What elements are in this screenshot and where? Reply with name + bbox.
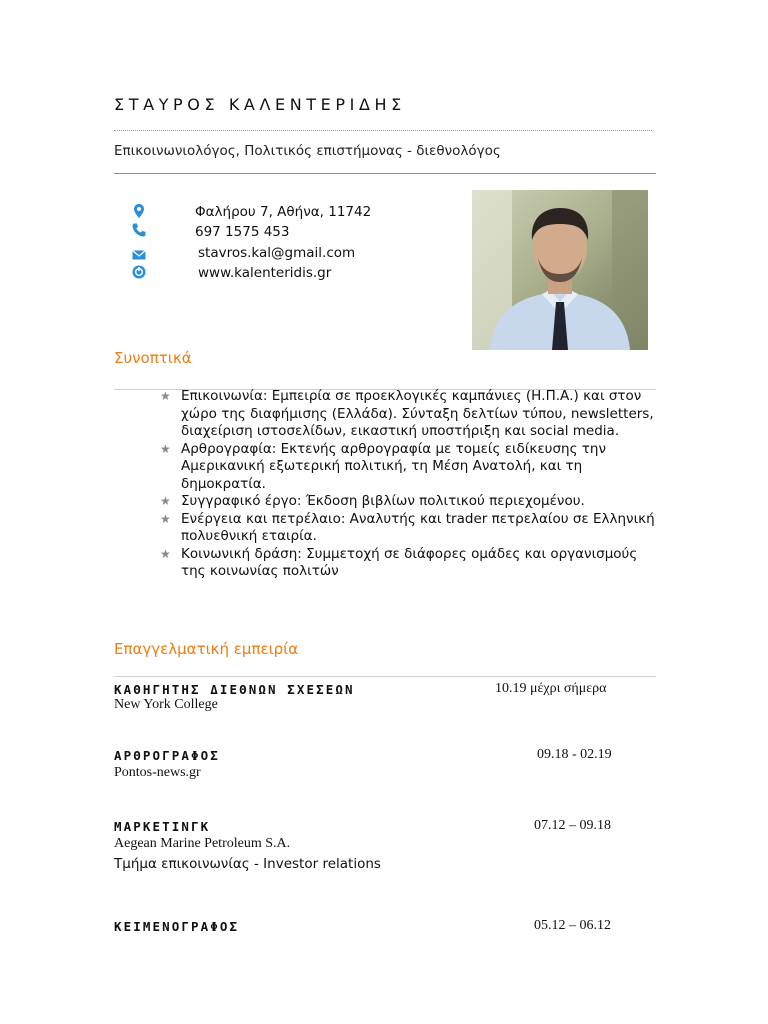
summary-list xyxy=(160,388,660,581)
experience-heading: Επαγγελματική εμπειρία xyxy=(114,640,299,658)
job-date: 05.12 – 06.12 xyxy=(534,918,611,933)
job-title: ΜΑΡΚΕΤΙΝΓΚ xyxy=(114,819,211,834)
job-date: 09.18 - 02.19 xyxy=(537,747,612,762)
website-link[interactable]: www.kalenteridis.gr xyxy=(198,265,332,281)
list-item xyxy=(160,511,660,546)
job-company: Pontos-news.gr xyxy=(114,765,201,780)
job-date: 10.19 μέχρι σήμερα xyxy=(495,681,607,696)
address-text: Φαλήρου 7, Αθήνα, 11742 xyxy=(195,204,372,220)
list-item-text: Ενέργεια και πετρέλαιο: Αναλυτής και trader πετρελαίου σε Ελληνική πολυεθνική εταιρία. xyxy=(181,510,655,544)
location-pin-icon xyxy=(131,203,147,219)
star-icon: ★ xyxy=(160,511,171,526)
star-icon: ★ xyxy=(160,494,171,508)
list-item-text: Συγγραφικό έργο: Έκδοση βιβλίων πολιτικού περιεχομένου. xyxy=(181,493,585,509)
job-title: ΚΕΙΜΕΝΟΓΡΑΦΟΣ xyxy=(114,919,240,934)
star-icon: ★ xyxy=(160,441,171,456)
list-item xyxy=(160,388,660,441)
person-name: ΣΤΑΥΡΟΣ ΚΑΛΕΝΤΕΡΙΔΗΣ xyxy=(114,95,406,114)
profession-subtitle: Επικοινωνιολόγος, Πολιτικός επιστήμονας - διεθνολόγος xyxy=(114,143,501,159)
job-title: ΚΑΘΗΓΗΤΗΣ ΔΙΕΘΝΩΝ ΣΧΕΣΕΩΝ xyxy=(114,682,355,697)
job-date: 07.12 – 09.18 xyxy=(534,818,611,833)
email-link[interactable]: stavros.kal@gmail.com xyxy=(198,245,356,261)
summary-heading: Συνοπτικά xyxy=(114,349,192,367)
globe-icon xyxy=(131,264,147,280)
list-item xyxy=(160,493,660,511)
header-divider xyxy=(114,173,656,174)
list-item xyxy=(160,441,660,494)
job-department: Τμήμα επικοινωνίας - Investor relations xyxy=(114,856,381,872)
envelope-icon xyxy=(131,247,147,263)
experience-divider xyxy=(114,676,656,677)
phone-text: 697 1575 453 xyxy=(195,224,290,240)
job-company: Aegean Marine Petroleum S.A. xyxy=(114,836,291,851)
list-item-text: Επικοινωνία: Εμπειρία σε προεκλογικές καμπάνιες (Η.Π.Α.) και στον χώρο της διαφήμισης (Ελλάδα). Σύνταξη δελτίων τύπου, newsletters, διαχείριση ιστοσελίδων, εικαστική υποστήριξη και social media. xyxy=(181,388,654,439)
star-icon: ★ xyxy=(160,546,171,561)
profile-photo xyxy=(472,190,648,350)
list-item-text: Αρθρογραφία: Εκτενής αρθρογραφία με τομείς ειδίκευσης την Αμερικανική εξωτερική πολιτική, τη Μέση Ανατολή, και τη δημοκρατία. xyxy=(181,440,607,492)
job-title: ΑΡΘΡΟΓΡΑΦΟΣ xyxy=(114,748,220,763)
list-item xyxy=(160,546,660,581)
list-item-text: Κοινωνική δράση: Συμμετοχή σε διάφορες ομάδες και οργανισμούς της κοινωνίας πολιτών xyxy=(181,545,638,579)
phone-icon xyxy=(131,222,147,238)
star-icon: ★ xyxy=(160,389,171,403)
job-company: New York College xyxy=(114,697,218,712)
dotted-divider xyxy=(114,130,652,131)
